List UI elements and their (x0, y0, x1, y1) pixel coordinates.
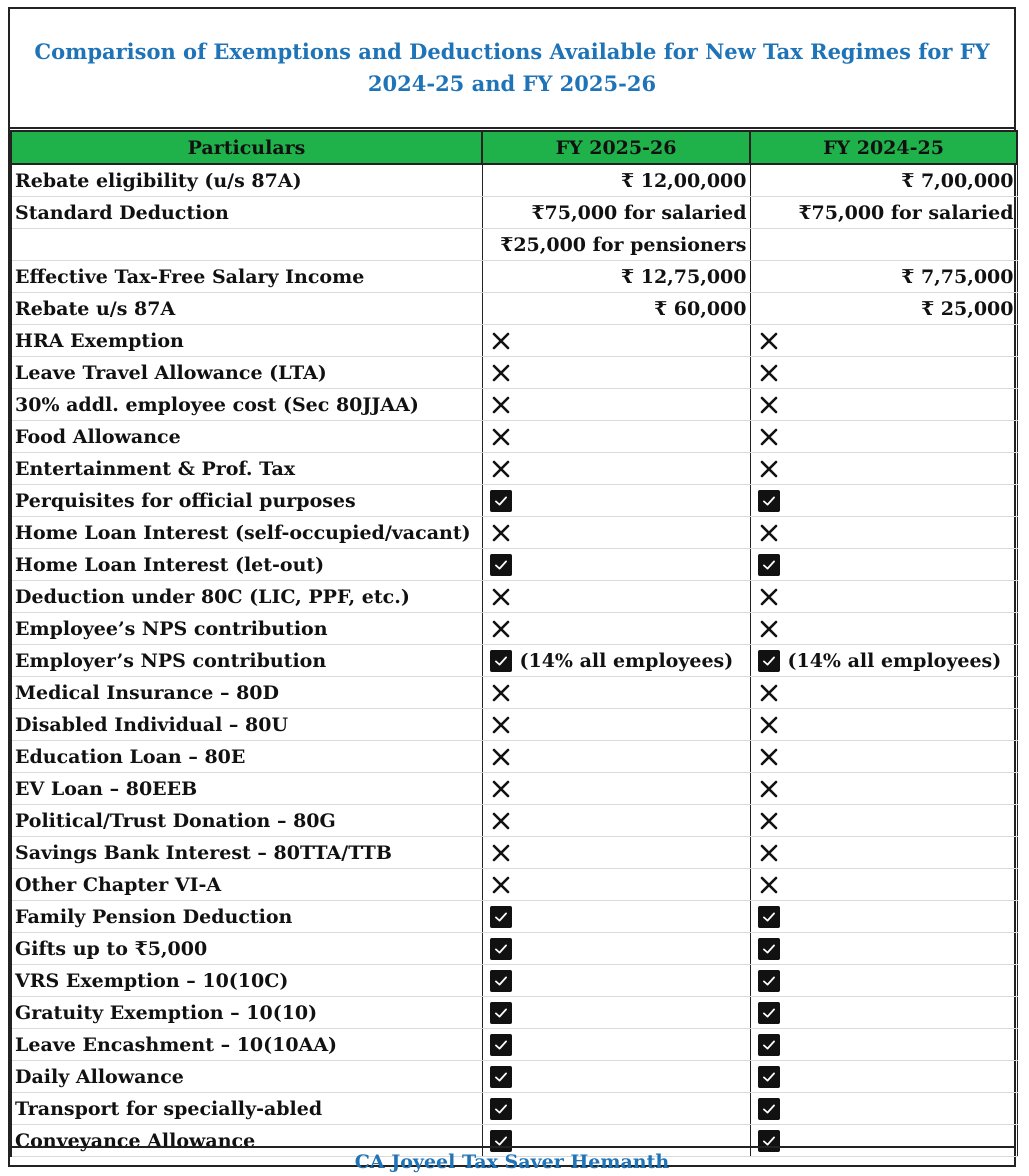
row-label: Food Allowance (11, 421, 482, 453)
cell-fy-2025-26 (482, 997, 750, 1029)
table-row (11, 677, 1017, 709)
cell-fy-2025-26 (482, 1029, 750, 1061)
table-row (11, 581, 1017, 613)
cell-fy-2025-26 (482, 485, 750, 517)
cell-fy-2025-26 (482, 613, 750, 645)
table-row (11, 869, 1017, 901)
cross-icon (490, 810, 512, 832)
table-row (11, 773, 1017, 805)
header-fy-2025-26: FY 2025-26 (482, 131, 750, 164)
row-label: Home Loan Interest (self-occupied/vacant) (11, 517, 482, 549)
cell-fy-2024-25 (750, 453, 1017, 485)
cross-icon (758, 682, 780, 704)
row-label: VRS Exemption – 10(10C) (11, 965, 482, 997)
cell-fy-2025-26: ₹25,000 for pensioners (482, 229, 750, 261)
cross-icon (490, 874, 512, 896)
cross-icon (490, 586, 512, 608)
table-header-row (11, 131, 1017, 164)
cell-fy-2025-26: ₹ 12,75,000 (482, 261, 750, 293)
cross-icon (490, 618, 512, 640)
table-row (11, 229, 1017, 261)
cross-icon (758, 746, 780, 768)
cell-fy-2024-25 (750, 645, 1017, 677)
checkmark-icon (490, 1034, 512, 1056)
cell-fy-2025-26 (482, 965, 750, 997)
cross-icon (758, 362, 780, 384)
cell-fy-2025-26: ₹ 60,000 (482, 293, 750, 325)
checkmark-icon (758, 650, 780, 672)
cross-icon (490, 426, 512, 448)
cell-fy-2025-26 (482, 517, 750, 549)
cross-icon (490, 842, 512, 864)
checkmark-icon (490, 938, 512, 960)
cell-fy-2024-25 (750, 517, 1017, 549)
row-label: Leave Encashment – 10(10AA) (11, 1029, 482, 1061)
cell-fy-2025-26 (482, 869, 750, 901)
row-label: Effective Tax-Free Salary Income (11, 261, 482, 293)
row-label: Daily Allowance (11, 1061, 482, 1093)
table-row (11, 741, 1017, 773)
nps-note: (14% all employees) (519, 650, 734, 672)
cross-icon (758, 394, 780, 416)
cell-fy-2025-26 (482, 1093, 750, 1125)
cell-fy-2025-26 (482, 325, 750, 357)
cell-fy-2025-26: ₹75,000 for salaried (482, 197, 750, 229)
table-row (11, 325, 1017, 357)
table-row (11, 1029, 1017, 1061)
row-label (11, 229, 482, 261)
row-label: Medical Insurance – 80D (11, 677, 482, 709)
table-row (11, 485, 1017, 517)
cross-icon (758, 330, 780, 352)
cell-fy-2024-25 (750, 485, 1017, 517)
checkmark-icon (758, 938, 780, 960)
cell-fy-2025-26 (482, 677, 750, 709)
cell-fy-2024-25 (750, 677, 1017, 709)
cell-fy-2024-25: ₹ 25,000 (750, 293, 1017, 325)
table-row (11, 805, 1017, 837)
cell-fy-2024-25 (750, 997, 1017, 1029)
checkmark-icon (490, 1066, 512, 1088)
cell-fy-2025-26 (482, 837, 750, 869)
checkmark-icon (490, 906, 512, 928)
table-row (11, 933, 1017, 965)
table-body (11, 164, 1017, 1157)
table-row (11, 164, 1017, 197)
checkmark-icon (490, 1002, 512, 1024)
row-label: Education Loan – 80E (11, 741, 482, 773)
row-label: Transport for specially-abled (11, 1093, 482, 1125)
cross-icon (490, 394, 512, 416)
table-row (11, 421, 1017, 453)
cell-fy-2025-26 (482, 645, 750, 677)
table-row (11, 997, 1017, 1029)
row-label: Other Chapter VI-A (11, 869, 482, 901)
cell-fy-2025-26 (482, 933, 750, 965)
row-label: EV Loan – 80EEB (11, 773, 482, 805)
cell-fy-2024-25 (750, 421, 1017, 453)
row-label: Home Loan Interest (let-out) (11, 549, 482, 581)
cell-fy-2025-26 (482, 549, 750, 581)
table-row (11, 197, 1017, 229)
cell-fy-2024-25 (750, 901, 1017, 933)
cross-icon (490, 778, 512, 800)
row-label: Family Pension Deduction (11, 901, 482, 933)
cell-fy-2025-26 (482, 389, 750, 421)
table-row (11, 549, 1017, 581)
table-row (11, 293, 1017, 325)
checkmark-icon (758, 554, 780, 576)
cell-fy-2025-26 (482, 773, 750, 805)
table-row (11, 837, 1017, 869)
cross-icon (758, 778, 780, 800)
cell-fy-2025-26 (482, 901, 750, 933)
table-row (11, 965, 1017, 997)
row-label: Employee’s NPS contribution (11, 613, 482, 645)
checkmark-icon (490, 650, 512, 672)
table-row (11, 517, 1017, 549)
cell-fy-2024-25 (750, 965, 1017, 997)
cell-fy-2024-25 (750, 709, 1017, 741)
cell-fy-2025-26 (482, 741, 750, 773)
cross-icon (490, 330, 512, 352)
comparison-table (10, 130, 1018, 1157)
cross-icon (758, 458, 780, 480)
row-label: Rebate u/s 87A (11, 293, 482, 325)
table-row (11, 261, 1017, 293)
table-row (11, 389, 1017, 421)
row-label: Perquisites for official purposes (11, 485, 482, 517)
row-label: Leave Travel Allowance (LTA) (11, 357, 482, 389)
row-label: Gifts up to ₹5,000 (11, 933, 482, 965)
cross-icon (490, 746, 512, 768)
row-label: Conveyance Allowance (11, 1125, 482, 1157)
cell-fy-2025-26 (482, 805, 750, 837)
cross-icon (490, 714, 512, 736)
cross-icon (758, 522, 780, 544)
header-particulars: Particulars (11, 131, 482, 164)
cell-fy-2024-25 (750, 1093, 1017, 1125)
cell-fy-2024-25 (750, 549, 1017, 581)
checkmark-icon (490, 1098, 512, 1120)
cell-fy-2024-25 (750, 581, 1017, 613)
checkmark-icon (758, 1002, 780, 1024)
cell-fy-2024-25 (750, 1029, 1017, 1061)
row-label: Disabled Individual – 80U (11, 709, 482, 741)
checkmark-icon (758, 490, 780, 512)
row-label: Savings Bank Interest – 80TTA/TTB (11, 837, 482, 869)
table-row (11, 901, 1017, 933)
cell-fy-2024-25 (750, 741, 1017, 773)
checkmark-icon (758, 970, 780, 992)
cell-fy-2025-26 (482, 357, 750, 389)
nps-note: (14% all employees) (787, 650, 1002, 672)
cross-icon (758, 618, 780, 640)
cell-fy-2024-25 (750, 229, 1017, 261)
table-row (11, 1093, 1017, 1125)
cross-icon (758, 842, 780, 864)
header-fy-2024-25: FY 2024-25 (750, 131, 1017, 164)
cell-fy-2024-25 (750, 325, 1017, 357)
cell-fy-2024-25 (750, 933, 1017, 965)
checkmark-icon (758, 1034, 780, 1056)
cell-fy-2024-25 (750, 773, 1017, 805)
row-label: Political/Trust Donation – 80G (11, 805, 482, 837)
cell-fy-2024-25 (750, 389, 1017, 421)
cell-fy-2025-26 (482, 453, 750, 485)
cell-fy-2025-26 (482, 421, 750, 453)
cross-icon (490, 458, 512, 480)
cross-icon (490, 522, 512, 544)
cell-fy-2024-25 (750, 805, 1017, 837)
cross-icon (758, 426, 780, 448)
checkmark-icon (490, 970, 512, 992)
cross-icon (758, 586, 780, 608)
checkmark-icon (758, 1066, 780, 1088)
table-row (11, 613, 1017, 645)
row-label: Deduction under 80C (LIC, PPF, etc.) (11, 581, 482, 613)
cell-fy-2025-26 (482, 581, 750, 613)
row-label: Employer’s NPS contribution (11, 645, 482, 677)
checkmark-icon (490, 554, 512, 576)
checkmark-icon (758, 1098, 780, 1120)
row-label: 30% addl. employee cost (Sec 80JJAA) (11, 389, 482, 421)
cell-fy-2025-26: ₹ 12,00,000 (482, 164, 750, 197)
table-row (11, 357, 1017, 389)
cell-fy-2024-25 (750, 837, 1017, 869)
table-row (11, 709, 1017, 741)
cross-icon (490, 682, 512, 704)
cross-icon (758, 874, 780, 896)
cell-fy-2024-25: ₹ 7,00,000 (750, 164, 1017, 197)
cross-icon (758, 810, 780, 832)
page-title: Comparison of Exemptions and Deductions Available for New Tax Regimes for FY 2024-25 and FY 2025-26 (10, 9, 1014, 129)
cell-fy-2024-25: ₹ 7,75,000 (750, 261, 1017, 293)
row-label: Gratuity Exemption – 10(10) (11, 997, 482, 1029)
cross-icon (758, 714, 780, 736)
table-row (11, 1061, 1017, 1093)
table-row (11, 453, 1017, 485)
cell-fy-2024-25 (750, 357, 1017, 389)
checkmark-icon (490, 490, 512, 512)
checkmark-icon (758, 906, 780, 928)
cell-fy-2024-25: ₹75,000 for salaried (750, 197, 1017, 229)
cross-icon (490, 362, 512, 384)
row-label: Entertainment & Prof. Tax (11, 453, 482, 485)
table-row (11, 645, 1017, 677)
cell-fy-2024-25 (750, 869, 1017, 901)
cell-fy-2024-25 (750, 1061, 1017, 1093)
row-label: HRA Exemption (11, 325, 482, 357)
cell-fy-2025-26 (482, 1061, 750, 1093)
cell-fy-2025-26 (482, 709, 750, 741)
row-label: Standard Deduction (11, 197, 482, 229)
row-label: Rebate eligibility (u/s 87A) (11, 164, 482, 197)
footer-caption: CA Joyeel Tax Saver Hemanth (10, 1146, 1014, 1160)
cell-fy-2024-25 (750, 613, 1017, 645)
